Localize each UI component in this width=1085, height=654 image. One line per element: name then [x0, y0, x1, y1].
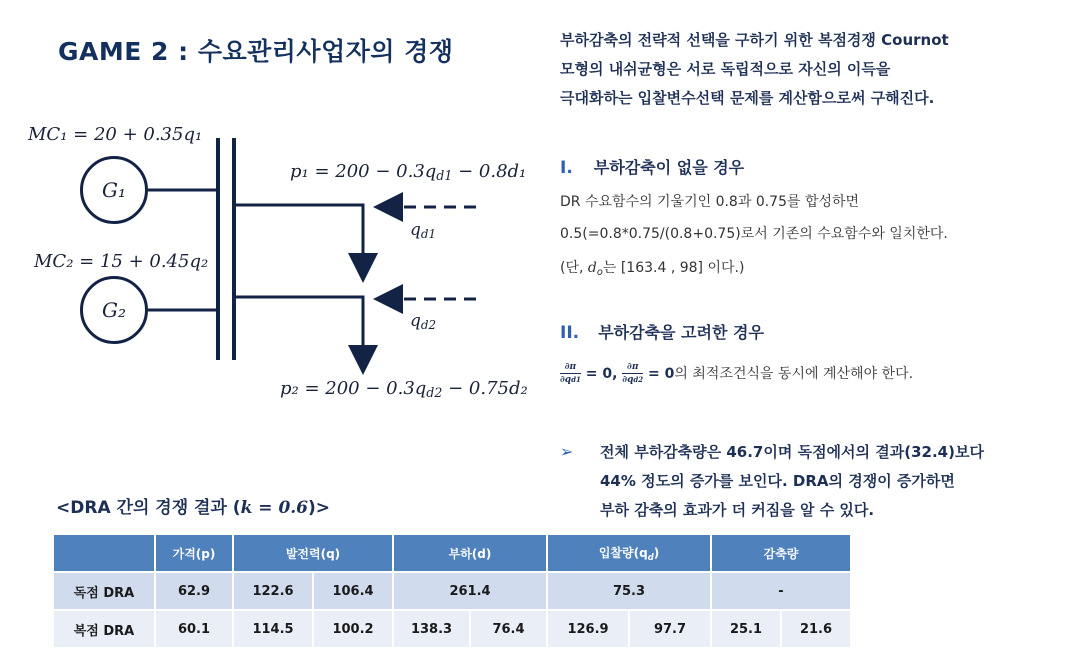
- optimality-conditions: $\frac{\partial\pi}{\partial qd1} = 0$, $\frac{\partial\pi}{\partial qd2} = 0$의 최적조건식을 동시에 계산해야 한다.: [560, 362, 914, 385]
- cell-reduction: -: [711, 572, 851, 610]
- cell-reduction1: 25.1: [711, 610, 781, 648]
- cell-price: 62.9: [155, 572, 233, 610]
- cell-bid1: 126.9: [547, 610, 629, 648]
- row-label: 복점 DRA: [53, 610, 155, 648]
- section-1-line-2: 0.5(=0.8*0.75/(0.8+0.75)로서 기존의 수요함수와 일치한다.: [560, 226, 948, 242]
- cell-load: 261.4: [393, 572, 547, 610]
- intro-paragraph: [560, 26, 949, 113]
- results-table: [52, 533, 852, 649]
- conclusion-line-1: 전체 부하감축량은 46.7이며 독점에서의 결과(32.4)보다: [600, 443, 984, 461]
- intro-line-2: 모형의 내쉬균형은 서로 독립적으로 자신의 이득을: [560, 60, 891, 78]
- qd2-label: $q_{d2}$: [410, 311, 437, 332]
- load-2-line: [234, 297, 363, 360]
- header-bid: 입찰량$(q_d)$: [547, 534, 711, 572]
- header-generation: 발전력(q): [233, 534, 393, 572]
- generator-1-label: G₁: [102, 178, 126, 202]
- table-caption: <DRA 간의 경쟁 결과 (k = 0.6)>: [56, 498, 331, 518]
- price-1-equation: $p_1 = 200 - 0.3q_{d1} - 0.8d_1$: [290, 161, 527, 183]
- cell-price: 60.1: [155, 610, 233, 648]
- mc1-equation: MC₁ = 20 + 0.35q₁: [28, 124, 203, 145]
- generator-2-label: G₂: [102, 298, 126, 322]
- fraction-2: $\frac{\partial\pi}{\partial qd2}$: [622, 362, 644, 385]
- mc2-equation: MC₂ = 15 + 0.45q₂: [34, 251, 209, 272]
- header-price: 가격(p): [155, 534, 233, 572]
- header-blank: [53, 534, 155, 572]
- cell-load2: 76.4: [470, 610, 547, 648]
- qd1-label: $q_{d1}$: [410, 220, 437, 241]
- cell-bid2: 97.7: [629, 610, 711, 648]
- table-header-row: [53, 534, 851, 572]
- cell-reduction2: 21.6: [781, 610, 851, 648]
- cell-bid: 75.3: [547, 572, 711, 610]
- cell-gen2: 100.2: [313, 610, 393, 648]
- conclusion-paragraph: [600, 438, 984, 525]
- section-1-heading: I. 부하감축이 없을 경우: [560, 158, 745, 178]
- intro-line-3: 극대화하는 입찰변수선택 문제를 계산함으로써 구해진다.: [560, 89, 935, 107]
- cell-gen1: 114.5: [233, 610, 313, 648]
- page-title: GAME 2 : 수요관리사업자의 경쟁: [58, 37, 454, 66]
- conclusion-line-3: 부하 감축의 효과가 더 커짐을 알 수 있다.: [600, 501, 875, 519]
- conclusion-line-2: 44% 정도의 증가를 보인다. DRA의 경쟁이 증가하면: [600, 472, 955, 490]
- cell-load1: 138.3: [393, 610, 470, 648]
- fraction-1: $\frac{\partial\pi}{\partial qd1}$: [560, 362, 581, 385]
- table-row: [53, 572, 851, 610]
- price-2-equation: $p_2 = 200 - 0.3q_{d2} - 0.75d_2$: [280, 378, 528, 400]
- header-reduction: 감축량: [711, 534, 851, 572]
- intro-line-1: 부하감축의 전략적 선택을 구하기 위한 복점경쟁 Cournot: [560, 31, 949, 49]
- header-load: 부하(d): [393, 534, 547, 572]
- row-label: 독점 DRA: [53, 572, 155, 610]
- table-row: [53, 610, 851, 648]
- arrow-bullet-icon: ➢: [560, 442, 574, 461]
- diagram-lines: [0, 0, 540, 420]
- cell-gen1: 122.6: [233, 572, 313, 610]
- cell-gen2: 106.4: [313, 572, 393, 610]
- load-1-line: [234, 205, 363, 268]
- section-1-line-1: DR 수요함수의 기울기인 0.8과 0.75를 합성하면: [560, 194, 860, 210]
- section-2-heading: II. 부하감축을 고려한 경우: [560, 323, 764, 343]
- section-1-line-3: (단, $d_o$는 [163.4 , 98] 이다.): [560, 260, 745, 278]
